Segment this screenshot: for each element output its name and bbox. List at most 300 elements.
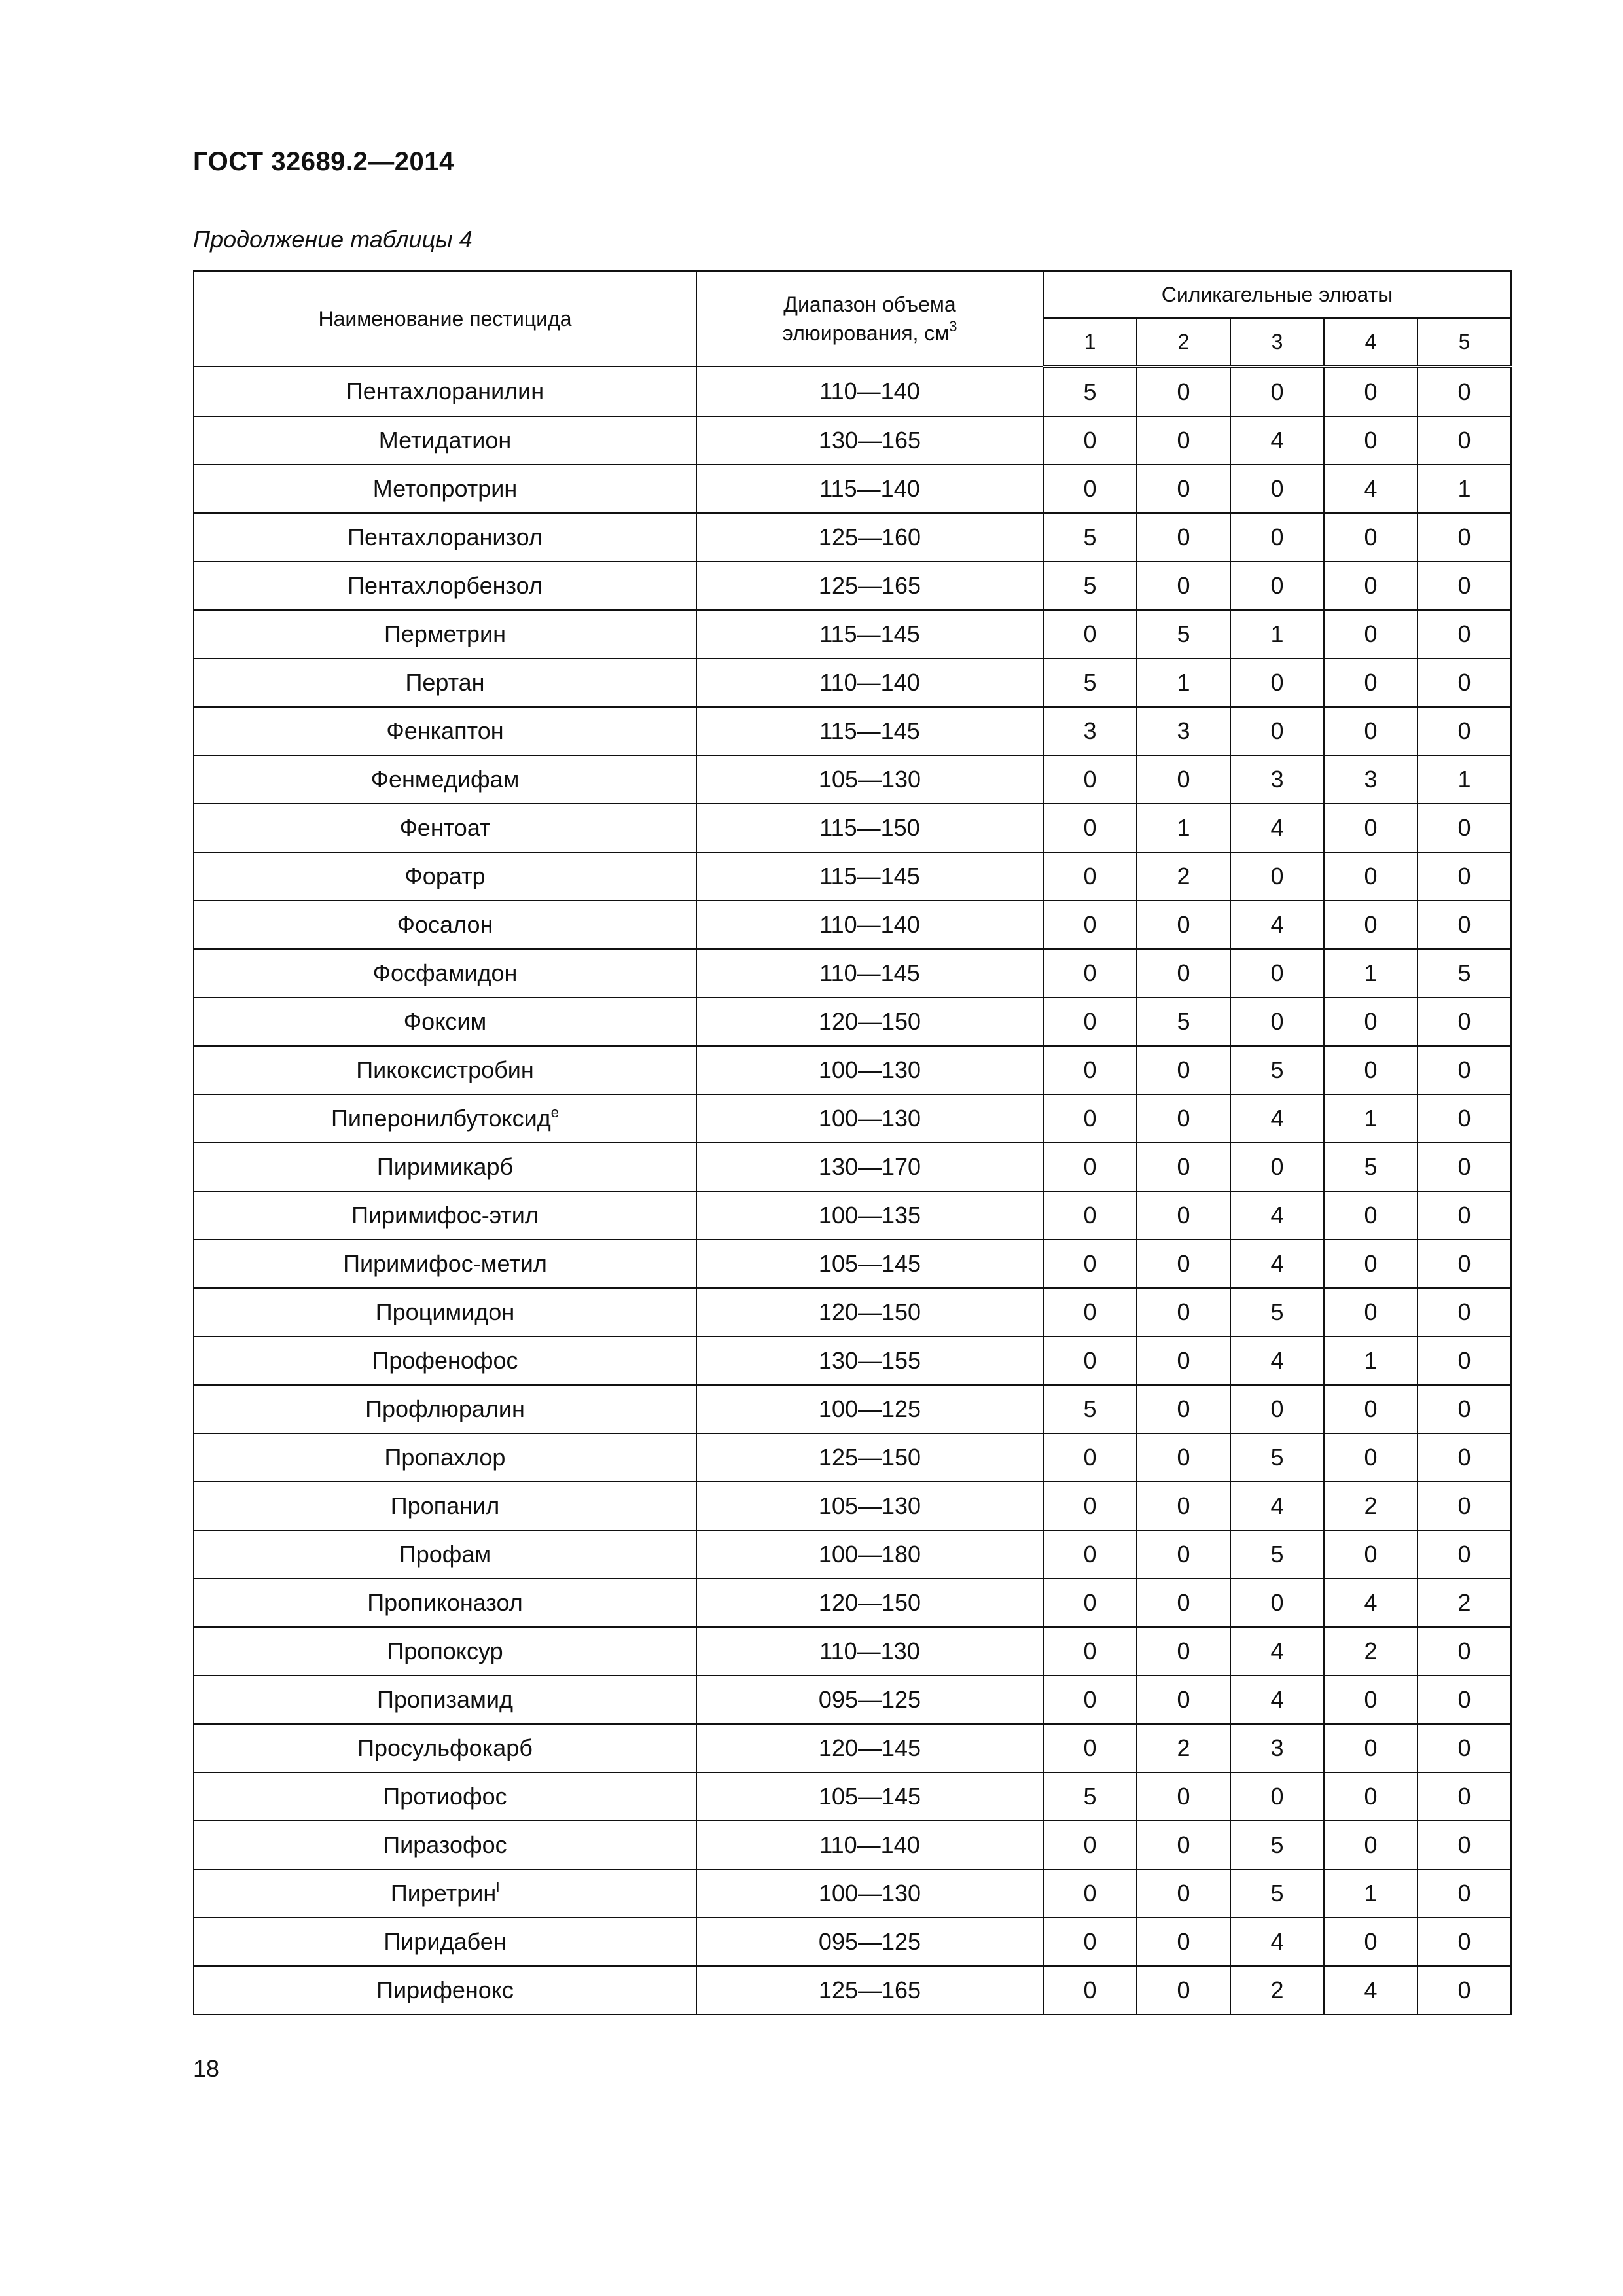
eluate-2-cell: 0: [1137, 465, 1230, 513]
eluate-2-cell: 0: [1137, 1530, 1230, 1579]
pesticide-name: Пиразофос: [383, 1831, 507, 1858]
elution-range-cell: 110—140: [696, 901, 1043, 949]
header-silica-eluates: Силикагельные элюаты: [1043, 271, 1511, 318]
eluate-2-cell: 5: [1137, 997, 1230, 1046]
document-standard-header: ГОСТ 32689.2—2014: [193, 147, 454, 176]
pesticide-name: Фентоат: [399, 814, 491, 841]
pesticide-name-cell: [194, 949, 696, 997]
pesticide-name: Фосфамидон: [372, 960, 518, 986]
table-row: [194, 1724, 1511, 1772]
pesticide-name: Пиримифос-метил: [343, 1250, 547, 1277]
eluate-3-cell: 5: [1230, 1046, 1324, 1094]
pesticide-name: Пиридабен: [383, 1928, 507, 1955]
elution-range-cell: 125—165: [696, 1966, 1043, 2015]
table-row: [194, 707, 1511, 755]
eluate-3-cell: 0: [1230, 949, 1324, 997]
pesticide-name-cell: [194, 416, 696, 465]
eluate-2-cell: 0: [1137, 1772, 1230, 1821]
eluate-2-cell: 5: [1137, 610, 1230, 658]
eluate-2-cell: 0: [1137, 1288, 1230, 1336]
page-number: 18: [193, 2055, 220, 2082]
eluate-2-cell: 0: [1137, 755, 1230, 804]
elution-range-cell: 100—130: [696, 1094, 1043, 1143]
table-row: [194, 852, 1511, 901]
pesticide-name: Просульфокарб: [357, 1734, 533, 1761]
eluate-1-cell: 0: [1043, 852, 1137, 901]
elution-range-cell: 100—180: [696, 1530, 1043, 1579]
eluate-4-cell: 0: [1324, 1385, 1418, 1433]
eluate-4-cell: 0: [1324, 1676, 1418, 1724]
eluate-1-cell: 0: [1043, 1191, 1137, 1240]
table-row: [194, 1869, 1511, 1918]
table-row: [194, 804, 1511, 852]
eluate-5-cell: 0: [1418, 1385, 1511, 1433]
table-row: [194, 367, 1511, 416]
pesticide-name-cell: [194, 1336, 696, 1385]
eluate-5-cell: 0: [1418, 1966, 1511, 2015]
eluate-3-cell: 0: [1230, 513, 1324, 562]
eluate-4-cell: 0: [1324, 997, 1418, 1046]
table-row: [194, 465, 1511, 513]
pesticide-name: Профлюралин: [365, 1395, 525, 1422]
pesticide-name: Пентахлоранизол: [348, 524, 543, 550]
eluate-3-cell: 2: [1230, 1966, 1324, 2015]
eluate-1-cell: 5: [1043, 367, 1137, 416]
elution-range-cell: 110—140: [696, 367, 1043, 416]
eluate-4-cell: 0: [1324, 1046, 1418, 1094]
pesticide-name-cell: [194, 1772, 696, 1821]
eluate-2-cell: 0: [1137, 1966, 1230, 2015]
table-row: [194, 1143, 1511, 1191]
eluate-1-cell: 0: [1043, 1918, 1137, 1966]
eluate-2-cell: 0: [1137, 1143, 1230, 1191]
pesticide-name: Пирифенокс: [376, 1977, 514, 2003]
elution-range-cell: 125—165: [696, 562, 1043, 610]
eluate-2-cell: 0: [1137, 1191, 1230, 1240]
eluate-4-cell: 0: [1324, 1530, 1418, 1579]
pesticide-name-cell: [194, 513, 696, 562]
elution-range-cell: 115—145: [696, 610, 1043, 658]
pesticide-name: Пиримикарб: [376, 1153, 514, 1180]
elution-range-cell: 125—160: [696, 513, 1043, 562]
table-row: [194, 1579, 1511, 1627]
eluate-3-cell: 5: [1230, 1433, 1324, 1482]
eluate-4-cell: 0: [1324, 1821, 1418, 1869]
elution-range-cell: 115—150: [696, 804, 1043, 852]
pesticide-name: Пертан: [405, 669, 485, 696]
elution-range-cell: 115—145: [696, 852, 1043, 901]
eluate-3-cell: 0: [1230, 1579, 1324, 1627]
pesticide-name: Процимидон: [375, 1299, 515, 1325]
elution-range-cell: 105—145: [696, 1772, 1043, 1821]
eluate-1-cell: 5: [1043, 658, 1137, 707]
eluate-3-cell: 5: [1230, 1288, 1324, 1336]
pesticide-name-cell: [194, 1966, 696, 2015]
table-row: [194, 416, 1511, 465]
eluate-1-cell: 0: [1043, 1482, 1137, 1530]
eluate-1-cell: 0: [1043, 1288, 1137, 1336]
table-row: [194, 610, 1511, 658]
pesticide-name: Фосалон: [397, 911, 493, 938]
table-row: [194, 1191, 1511, 1240]
eluate-3-cell: 4: [1230, 1482, 1324, 1530]
eluate-4-cell: 1: [1324, 1094, 1418, 1143]
eluate-1-cell: 0: [1043, 1046, 1137, 1094]
elution-range-cell: 130—170: [696, 1143, 1043, 1191]
table-row: [194, 1288, 1511, 1336]
eluate-5-cell: 0: [1418, 367, 1511, 416]
eluate-4-cell: 4: [1324, 1966, 1418, 2015]
eluate-3-cell: 3: [1230, 1724, 1324, 1772]
elution-range-cell: 105—130: [696, 755, 1043, 804]
eluate-1-cell: 0: [1043, 804, 1137, 852]
eluate-5-cell: 0: [1418, 1724, 1511, 1772]
eluate-1-cell: 0: [1043, 949, 1137, 997]
pesticide-name-cell: [194, 1869, 696, 1918]
pesticide-name: Метопротрин: [372, 475, 518, 502]
eluate-4-cell: 4: [1324, 1579, 1418, 1627]
eluate-5-cell: 0: [1418, 1821, 1511, 1869]
pesticide-name: Пиримифос-этил: [351, 1202, 539, 1229]
eluate-2-cell: 1: [1137, 804, 1230, 852]
eluate-1-cell: 5: [1043, 562, 1137, 610]
eluate-5-cell: 0: [1418, 1143, 1511, 1191]
eluate-3-cell: 4: [1230, 1627, 1324, 1676]
eluate-2-cell: 0: [1137, 1385, 1230, 1433]
table-row: [194, 1627, 1511, 1676]
table-row: [194, 513, 1511, 562]
pesticide-name: Пропиконазол: [367, 1589, 523, 1616]
header-pesticide-name: Наименование пестицида: [194, 271, 696, 367]
eluate-3-cell: 1: [1230, 610, 1324, 658]
table-row: [194, 1676, 1511, 1724]
eluate-5-cell: 0: [1418, 416, 1511, 465]
eluate-5-cell: 0: [1418, 1094, 1511, 1143]
eluate-5-cell: 0: [1418, 1627, 1511, 1676]
eluate-4-cell: 0: [1324, 804, 1418, 852]
eluate-1-cell: 0: [1043, 610, 1137, 658]
eluate-4-cell: 0: [1324, 513, 1418, 562]
eluate-1-cell: 0: [1043, 1869, 1137, 1918]
eluate-2-cell: 0: [1137, 949, 1230, 997]
eluate-1-cell: 5: [1043, 513, 1137, 562]
eluate-4-cell: 0: [1324, 1288, 1418, 1336]
table-row: [194, 755, 1511, 804]
table-row: [194, 1966, 1511, 2015]
eluate-1-cell: 5: [1043, 1772, 1137, 1821]
eluate-1-cell: 0: [1043, 1143, 1137, 1191]
eluate-5-cell: 0: [1418, 1772, 1511, 1821]
pesticide-name-cell: [194, 658, 696, 707]
eluate-1-cell: 0: [1043, 901, 1137, 949]
eluate-4-cell: 0: [1324, 1918, 1418, 1966]
eluate-2-cell: 0: [1137, 1046, 1230, 1094]
pesticide-name-cell: [194, 1821, 696, 1869]
pesticide-name-cell: [194, 997, 696, 1046]
eluate-1-cell: 0: [1043, 1627, 1137, 1676]
elution-range-cell: 100—135: [696, 1191, 1043, 1240]
eluate-2-cell: 0: [1137, 1918, 1230, 1966]
eluate-1-cell: 0: [1043, 465, 1137, 513]
eluate-1-cell: 0: [1043, 1240, 1137, 1288]
footnote-marker: l: [496, 1879, 500, 1895]
eluate-3-cell: 0: [1230, 707, 1324, 755]
elution-range-cell: 105—130: [696, 1482, 1043, 1530]
elution-range-cell: 095—125: [696, 1918, 1043, 1966]
pesticide-name-cell: [194, 1094, 696, 1143]
elution-range-cell: 100—125: [696, 1385, 1043, 1433]
eluate-4-cell: 0: [1324, 707, 1418, 755]
eluate-3-cell: 3: [1230, 755, 1324, 804]
eluate-2-cell: 0: [1137, 1240, 1230, 1288]
pesticide-name-cell: [194, 1676, 696, 1724]
eluate-2-cell: 1: [1137, 658, 1230, 707]
table-row: [194, 997, 1511, 1046]
table-row: [194, 1046, 1511, 1094]
eluate-3-cell: 0: [1230, 1385, 1324, 1433]
pesticide-table: [193, 270, 1512, 2015]
table-row: [194, 1772, 1511, 1821]
eluate-1-cell: 3: [1043, 707, 1137, 755]
eluate-3-cell: 4: [1230, 1191, 1324, 1240]
eluate-5-cell: 0: [1418, 901, 1511, 949]
pesticide-name-cell: [194, 755, 696, 804]
eluate-3-cell: 4: [1230, 901, 1324, 949]
eluate-5-cell: 0: [1418, 707, 1511, 755]
elution-range-cell: 110—145: [696, 949, 1043, 997]
eluate-1-cell: 0: [1043, 1724, 1137, 1772]
elution-range-cell: 110—130: [696, 1627, 1043, 1676]
pesticide-name: Пропизамид: [377, 1686, 513, 1713]
eluate-4-cell: 1: [1324, 949, 1418, 997]
eluate-4-cell: 0: [1324, 367, 1418, 416]
eluate-4-cell: 0: [1324, 658, 1418, 707]
eluate-3-cell: 0: [1230, 562, 1324, 610]
elution-range-cell: 105—145: [696, 1240, 1043, 1288]
eluate-1-cell: 0: [1043, 1530, 1137, 1579]
eluate-3-cell: 4: [1230, 416, 1324, 465]
table-row: [194, 1918, 1511, 1966]
eluate-4-cell: 3: [1324, 755, 1418, 804]
eluate-5-cell: 0: [1418, 852, 1511, 901]
eluate-3-cell: 0: [1230, 997, 1324, 1046]
pesticide-name: Пропахлор: [384, 1444, 506, 1471]
eluate-1-cell: 0: [1043, 997, 1137, 1046]
eluate-5-cell: 0: [1418, 1288, 1511, 1336]
eluate-4-cell: 1: [1324, 1336, 1418, 1385]
table-row: [194, 1240, 1511, 1288]
eluate-4-cell: 0: [1324, 1772, 1418, 1821]
elution-range-cell: 115—145: [696, 707, 1043, 755]
eluate-4-cell: 0: [1324, 562, 1418, 610]
eluate-1-cell: 0: [1043, 1433, 1137, 1482]
eluate-5-cell: 5: [1418, 949, 1511, 997]
eluate-2-cell: 0: [1137, 1482, 1230, 1530]
pesticide-name-cell: [194, 562, 696, 610]
eluate-2-cell: 2: [1137, 1724, 1230, 1772]
eluate-5-cell: 0: [1418, 804, 1511, 852]
header-eluate-2: 2: [1137, 318, 1230, 367]
eluate-3-cell: 5: [1230, 1821, 1324, 1869]
pesticide-name-cell: [194, 707, 696, 755]
eluate-1-cell: 0: [1043, 1966, 1137, 2015]
pesticide-name-cell: [194, 1143, 696, 1191]
pesticide-name: Профам: [399, 1541, 491, 1568]
eluate-4-cell: 0: [1324, 1240, 1418, 1288]
pesticide-name: Пропоксур: [387, 1638, 503, 1664]
eluate-4-cell: 0: [1324, 610, 1418, 658]
elution-range-cell: 120—150: [696, 1579, 1043, 1627]
pesticide-name-cell: [194, 465, 696, 513]
pesticide-name-cell: [194, 610, 696, 658]
eluate-2-cell: 0: [1137, 1094, 1230, 1143]
eluate-5-cell: 0: [1418, 1482, 1511, 1530]
eluate-1-cell: 0: [1043, 1676, 1137, 1724]
elution-range-cell: 100—130: [696, 1869, 1043, 1918]
table-body: [194, 367, 1511, 2015]
eluate-3-cell: 0: [1230, 1143, 1324, 1191]
table-row: [194, 1094, 1511, 1143]
pesticide-name-cell: [194, 804, 696, 852]
eluate-3-cell: 4: [1230, 1676, 1324, 1724]
pesticide-name-cell: [194, 1482, 696, 1530]
eluate-5-cell: 0: [1418, 562, 1511, 610]
eluate-4-cell: 0: [1324, 901, 1418, 949]
eluate-5-cell: 0: [1418, 1869, 1511, 1918]
table-row: [194, 1821, 1511, 1869]
table-row: [194, 562, 1511, 610]
pesticide-name: Фенкаптон: [386, 717, 504, 744]
pesticide-name-cell: [194, 1579, 696, 1627]
eluate-2-cell: 0: [1137, 416, 1230, 465]
eluate-2-cell: 0: [1137, 1676, 1230, 1724]
table-row: [194, 901, 1511, 949]
eluate-5-cell: 1: [1418, 465, 1511, 513]
eluate-3-cell: 0: [1230, 367, 1324, 416]
eluate-2-cell: 0: [1137, 367, 1230, 416]
eluate-2-cell: 0: [1137, 901, 1230, 949]
footnote-marker: е: [550, 1104, 559, 1121]
eluate-5-cell: 2: [1418, 1579, 1511, 1627]
eluate-4-cell: 0: [1324, 852, 1418, 901]
eluate-3-cell: 0: [1230, 1772, 1324, 1821]
eluate-4-cell: 0: [1324, 1191, 1418, 1240]
eluate-4-cell: 2: [1324, 1627, 1418, 1676]
table-row: [194, 1385, 1511, 1433]
table-row: [194, 658, 1511, 707]
eluate-4-cell: 0: [1324, 1724, 1418, 1772]
eluate-1-cell: 0: [1043, 1579, 1137, 1627]
eluate-1-cell: 0: [1043, 1336, 1137, 1385]
eluate-2-cell: 0: [1137, 1869, 1230, 1918]
header-eluate-1: 1: [1043, 318, 1137, 367]
eluate-3-cell: 0: [1230, 465, 1324, 513]
eluate-1-cell: 0: [1043, 1821, 1137, 1869]
pesticide-name: Пикоксистробин: [356, 1056, 534, 1083]
pesticide-name: Пентахлорбензол: [348, 572, 543, 599]
eluate-5-cell: 0: [1418, 1336, 1511, 1385]
header-eluate-4: 4: [1324, 318, 1418, 367]
eluate-2-cell: 0: [1137, 1579, 1230, 1627]
table-continuation-caption: Продолжение таблицы 4: [193, 226, 473, 253]
elution-range-cell: 120—150: [696, 1288, 1043, 1336]
eluate-3-cell: 4: [1230, 1336, 1324, 1385]
eluate-3-cell: 0: [1230, 658, 1324, 707]
eluate-5-cell: 0: [1418, 1433, 1511, 1482]
header-range-line1: Диапазон объема: [783, 293, 956, 316]
pesticide-name-cell: [194, 1918, 696, 1966]
pesticide-name-cell: [194, 1385, 696, 1433]
table-row: [194, 1336, 1511, 1385]
eluate-5-cell: 0: [1418, 513, 1511, 562]
eluate-5-cell: 0: [1418, 658, 1511, 707]
eluate-2-cell: 0: [1137, 562, 1230, 610]
eluate-3-cell: 5: [1230, 1530, 1324, 1579]
pesticide-name: Пропанил: [390, 1492, 500, 1519]
eluate-4-cell: 2: [1324, 1482, 1418, 1530]
pesticide-name-cell: [194, 1288, 696, 1336]
eluate-1-cell: 0: [1043, 416, 1137, 465]
pesticide-name-cell: [194, 1191, 696, 1240]
elution-range-cell: 125—150: [696, 1433, 1043, 1482]
pesticide-name: Пиперонилбутоксид: [331, 1105, 551, 1132]
eluate-5-cell: 0: [1418, 1240, 1511, 1288]
elution-range-cell: 120—145: [696, 1724, 1043, 1772]
eluate-2-cell: 0: [1137, 1336, 1230, 1385]
table-row: [194, 1530, 1511, 1579]
header-eluate-5: 5: [1418, 318, 1511, 367]
eluate-2-cell: 2: [1137, 852, 1230, 901]
pesticide-name-cell: [194, 1530, 696, 1579]
elution-range-cell: 130—155: [696, 1336, 1043, 1385]
eluate-3-cell: 4: [1230, 1918, 1324, 1966]
pesticide-name-cell: [194, 1433, 696, 1482]
eluate-5-cell: 0: [1418, 1918, 1511, 1966]
eluate-2-cell: 0: [1137, 513, 1230, 562]
eluate-5-cell: 0: [1418, 1046, 1511, 1094]
pesticide-name: Фенмедифам: [370, 766, 520, 793]
eluate-4-cell: 5: [1324, 1143, 1418, 1191]
pesticide-name: Форатр: [404, 863, 486, 889]
table-header-row: [194, 271, 1511, 318]
pesticide-name: Профенофос: [372, 1347, 518, 1374]
pesticide-name-cell: [194, 852, 696, 901]
pesticide-name-cell: [194, 367, 696, 416]
eluate-3-cell: 0: [1230, 852, 1324, 901]
eluate-2-cell: 0: [1137, 1627, 1230, 1676]
eluate-1-cell: 0: [1043, 755, 1137, 804]
elution-range-cell: 115—140: [696, 465, 1043, 513]
eluate-5-cell: 1: [1418, 755, 1511, 804]
header-range-unit-sup: 3: [949, 318, 957, 334]
elution-range-cell: 110—140: [696, 658, 1043, 707]
eluate-5-cell: 0: [1418, 1530, 1511, 1579]
pesticide-name-cell: [194, 1627, 696, 1676]
pesticide-name: Перметрин: [384, 620, 506, 647]
pesticide-name: Пиретрин: [390, 1880, 497, 1907]
pesticide-name: Пентахлоранилин: [346, 378, 544, 404]
eluate-3-cell: 4: [1230, 1094, 1324, 1143]
eluate-2-cell: 0: [1137, 1433, 1230, 1482]
pesticide-name-cell: [194, 1046, 696, 1094]
eluate-2-cell: 0: [1137, 1821, 1230, 1869]
pesticide-name-cell: [194, 1240, 696, 1288]
elution-range-cell: 130—165: [696, 416, 1043, 465]
eluate-4-cell: 0: [1324, 416, 1418, 465]
table-row: [194, 1433, 1511, 1482]
eluate-5-cell: 0: [1418, 610, 1511, 658]
eluate-4-cell: 0: [1324, 1433, 1418, 1482]
